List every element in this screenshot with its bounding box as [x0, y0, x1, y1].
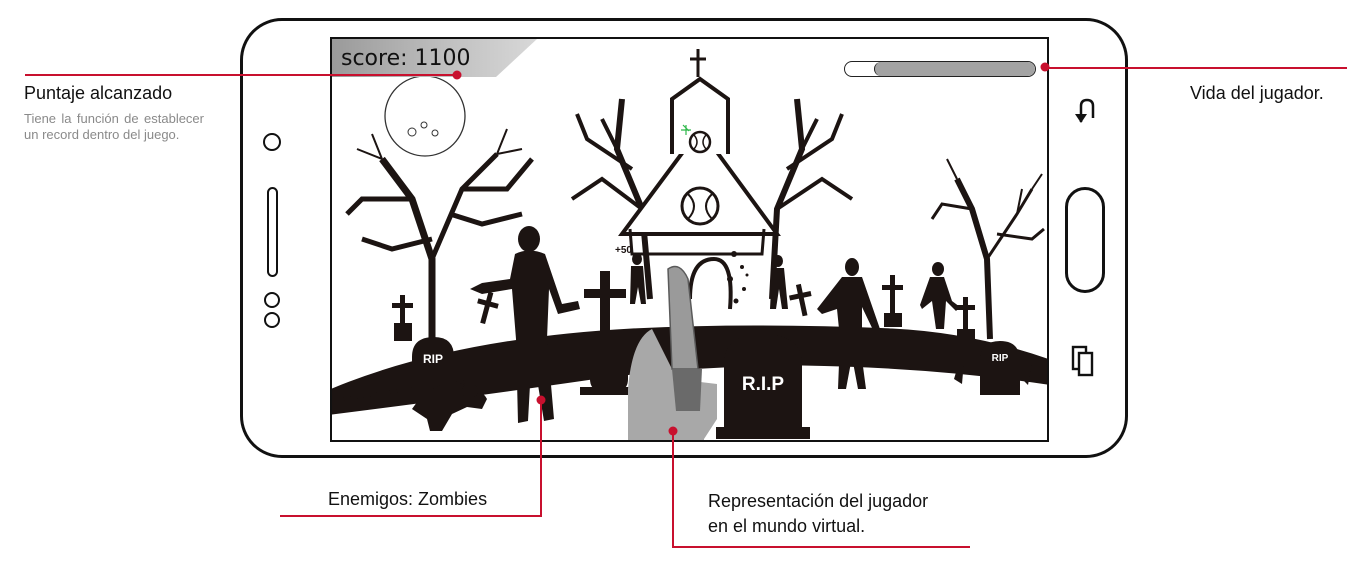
points-popup: +50 [615, 245, 632, 256]
back-icon[interactable] [1071, 96, 1101, 126]
tombstone-left-text: RIP [422, 352, 443, 366]
phone-sensor-circle-bottom [264, 312, 280, 328]
health-bar-fill [874, 62, 1035, 76]
enemy-callout-line [280, 515, 542, 517]
tree-left [347, 129, 532, 349]
score-callout-line [25, 74, 457, 76]
home-button[interactable] [1065, 187, 1105, 293]
phone-sensor-circle-top [264, 292, 280, 308]
tree-right [932, 159, 1044, 339]
score-annotation-description: Tiene la función de establecer un record dentro del juego. [24, 111, 204, 142]
enemy-annotation-title: Enemigos: Zombies [328, 489, 488, 509]
enemy-callout-vline [540, 400, 542, 516]
cross-small-right [789, 284, 812, 316]
zombie-right [817, 258, 880, 389]
health-annotation-title: Vida del jugador. [1190, 83, 1324, 103]
player-callout-line [672, 546, 970, 548]
tombstone-right-text: RIP [991, 353, 1009, 364]
player-annotation-line1: Representación del jugador [708, 491, 929, 511]
cross-right [882, 275, 903, 327]
player-callout-dot [669, 427, 678, 436]
health-callout-dot [1041, 63, 1050, 72]
zombie-far-right [920, 262, 960, 329]
enemy-callout-dot [537, 396, 546, 405]
moon [385, 76, 465, 156]
player-callout-vline [672, 430, 674, 547]
cross-small-left-2 [477, 292, 499, 324]
game-scene [332, 39, 1047, 440]
tombstone-large-text: R.I.P [741, 374, 785, 395]
game-screen[interactable] [330, 37, 1049, 442]
health-callout-line [1045, 67, 1347, 69]
cross-far-right [956, 297, 975, 341]
phone-camera-circle [263, 133, 281, 151]
tombstone-right [980, 341, 1020, 395]
player-annotation-line2: en el mundo virtual. [708, 516, 866, 536]
recent-apps-icon[interactable] [1071, 345, 1095, 377]
score-annotation-title: Puntaje alcanzado [24, 83, 173, 103]
score-callout-dot [453, 71, 462, 80]
cross-small-left [392, 295, 413, 341]
score-value: score: 1100 [341, 46, 471, 71]
phone-speaker-slot [267, 187, 278, 277]
health-bar [844, 61, 1036, 77]
